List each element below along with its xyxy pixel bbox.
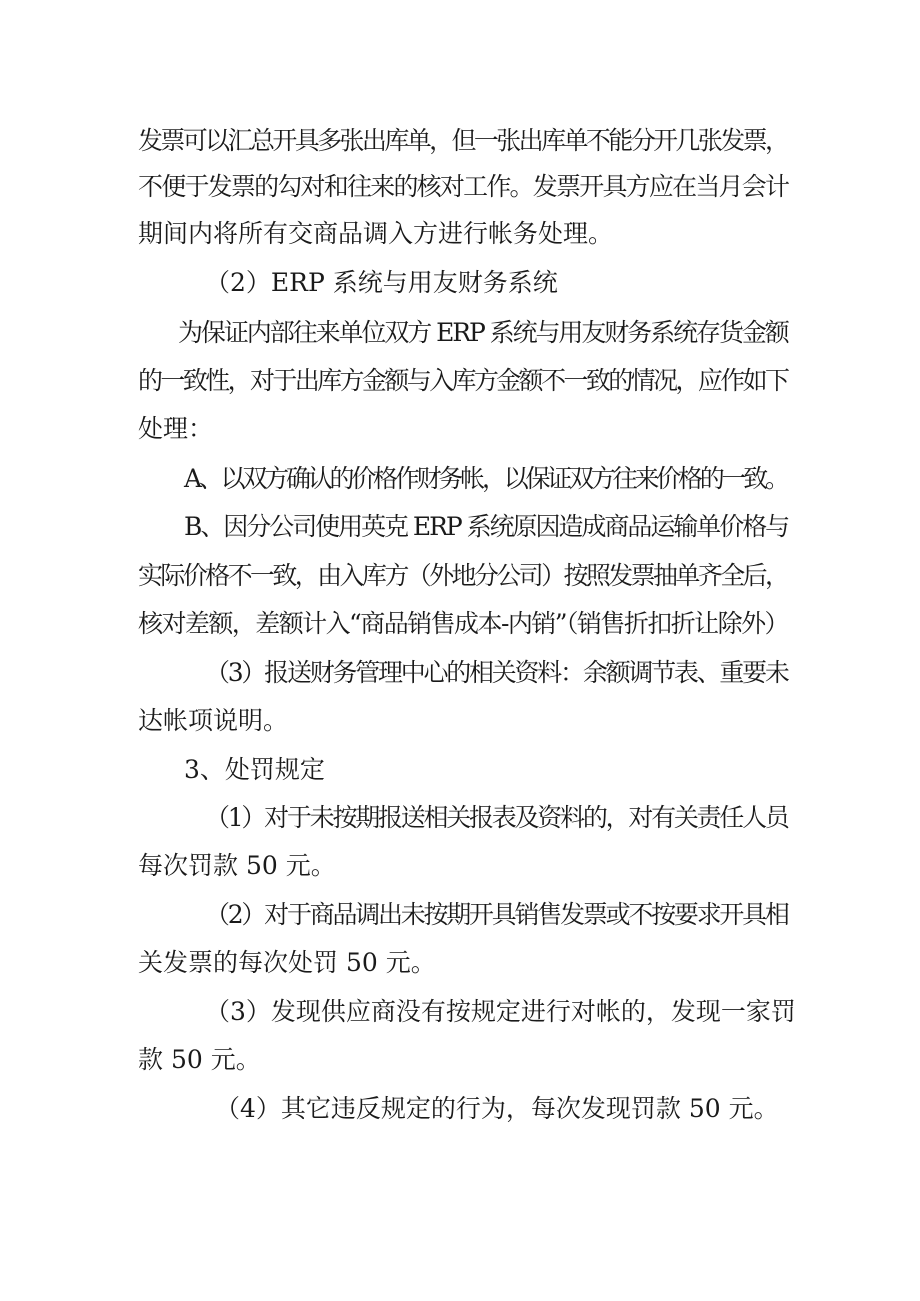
paragraph-line-5: 为保证内部往来单位双方 ERP 系统与用友财务系统存货金额 <box>178 318 788 347</box>
item-b-line-1: B、因分公司使用英克 ERP 系统原因造成商品运输单价格与 <box>184 512 789 541</box>
penalty-3-line-2: 款 50 元。 <box>138 1045 261 1074</box>
item-3-line-1: （3）报送财务管理中心的相关资料：余额调节表、重要未 <box>205 658 788 687</box>
item-a-line: A、以双方确认的价格作财务帐，以保证双方往来价格的一致。 <box>184 464 787 493</box>
section-heading-penalty: 3、处罚规定 <box>184 755 325 784</box>
penalty-4-line: （4）其它违反规定的行为，每次发现罚款 50 元。 <box>215 1094 779 1123</box>
paragraph-line-2: 不便于发票的勾对和往来的核对工作。发票开具方应在当月会计 <box>138 172 789 201</box>
item-3-line-2: 达帐项说明。 <box>138 706 289 735</box>
penalty-1-line-2: 每次罚款 50 元。 <box>138 851 336 880</box>
paragraph-line-6: 的一致性，对于出库方金额与入库方金额不一致的情况，应作如下 <box>138 366 788 395</box>
penalty-2-line-1: （2）对于商品调出未按期开具销售发票或不按要求开具相 <box>205 900 788 929</box>
section-heading-erp: （2）ERP 系统与用友财务系统 <box>205 268 558 297</box>
paragraph-line-1: 发票可以汇总开具多张出库单，但一张出库单不能分开几张发票， <box>138 126 788 155</box>
item-b-line-2: 实际价格不一致，由入库方（外地分公司）按照发票抽单齐全后， <box>138 561 788 590</box>
penalty-1-line-1: （1）对于未按期报送相关报表及资料的，对有关责任人员 <box>205 803 788 832</box>
penalty-3-line-1: （3）发现供应商没有按规定进行对帐的，发现一家罚 <box>205 997 796 1026</box>
item-b-line-3: 核对差额，差额计入“商品销售成本-内销”（销售折扣折让除外） <box>138 609 788 638</box>
paragraph-line-7: 处理： <box>138 414 214 443</box>
penalty-2-line-2: 关发票的每次处罚 50 元。 <box>138 948 436 977</box>
paragraph-line-3: 期间内将所有交商品调入方进行帐务处理。 <box>138 219 614 248</box>
